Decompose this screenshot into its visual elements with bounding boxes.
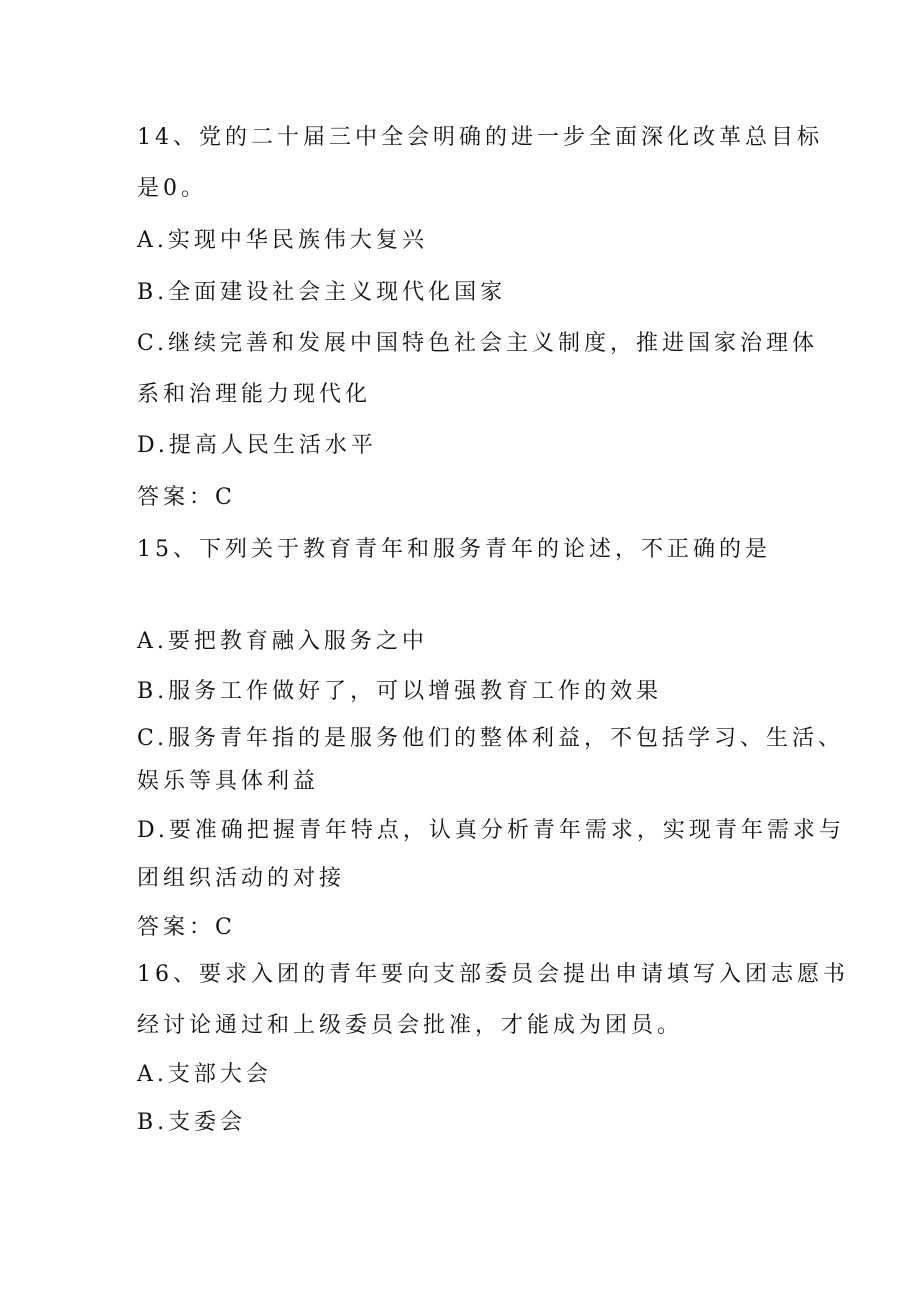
question-14-stem-line-2: 是0。 bbox=[137, 176, 207, 201]
question-14-option-c-line-1: C.继续完善和发展中国特色社会主义制度，推进国家治理体 bbox=[137, 331, 819, 356]
question-16-stem-line-2: 经讨论通过和上级委员会批准，才能成为团员。 bbox=[137, 1013, 684, 1038]
question-14-option-b: B.全面建设社会主义现代化国家 bbox=[137, 280, 507, 305]
question-14-stem-line-1: 14、党的二十届三中全会明确的进一步全面深化改革总目标 bbox=[137, 125, 823, 150]
question-16-option-a: A.支部大会 bbox=[137, 1062, 272, 1087]
question-14-option-c-line-2: 系和治理能力现代化 bbox=[137, 382, 372, 407]
question-15-option-a: A.要把教育融入服务之中 bbox=[137, 629, 428, 654]
question-15-option-d-line-2: 团组织活动的对接 bbox=[137, 866, 346, 891]
question-14-option-a: A.实现中华民族伟大复兴 bbox=[137, 228, 428, 253]
question-16-option-b: B.支委会 bbox=[137, 1110, 247, 1135]
question-14-answer: 答案：C bbox=[137, 485, 236, 510]
question-15-stem-line-1: 15、下列关于教育青年和服务青年的论述，不正确的是 bbox=[137, 537, 771, 562]
question-16-stem-line-1: 16、要求入团的青年要向支部委员会提出申请填写入团志愿书 bbox=[137, 962, 849, 987]
question-15-option-b: B.服务工作做好了，可以增强教育工作的效果 bbox=[137, 679, 663, 704]
question-15-option-d-line-1: D.要准确把握青年特点，认真分析青年需求，实现青年需求与 bbox=[137, 818, 845, 843]
question-14-option-d: D.提高人民生活水平 bbox=[137, 433, 377, 458]
question-15-option-c-line-2: 娱乐等具体利益 bbox=[137, 769, 320, 794]
question-15-answer: 答案：C bbox=[137, 915, 236, 940]
question-15-option-c-line-1: C.服务青年指的是服务他们的整体利益，不包括学习、生活、 bbox=[137, 726, 845, 751]
